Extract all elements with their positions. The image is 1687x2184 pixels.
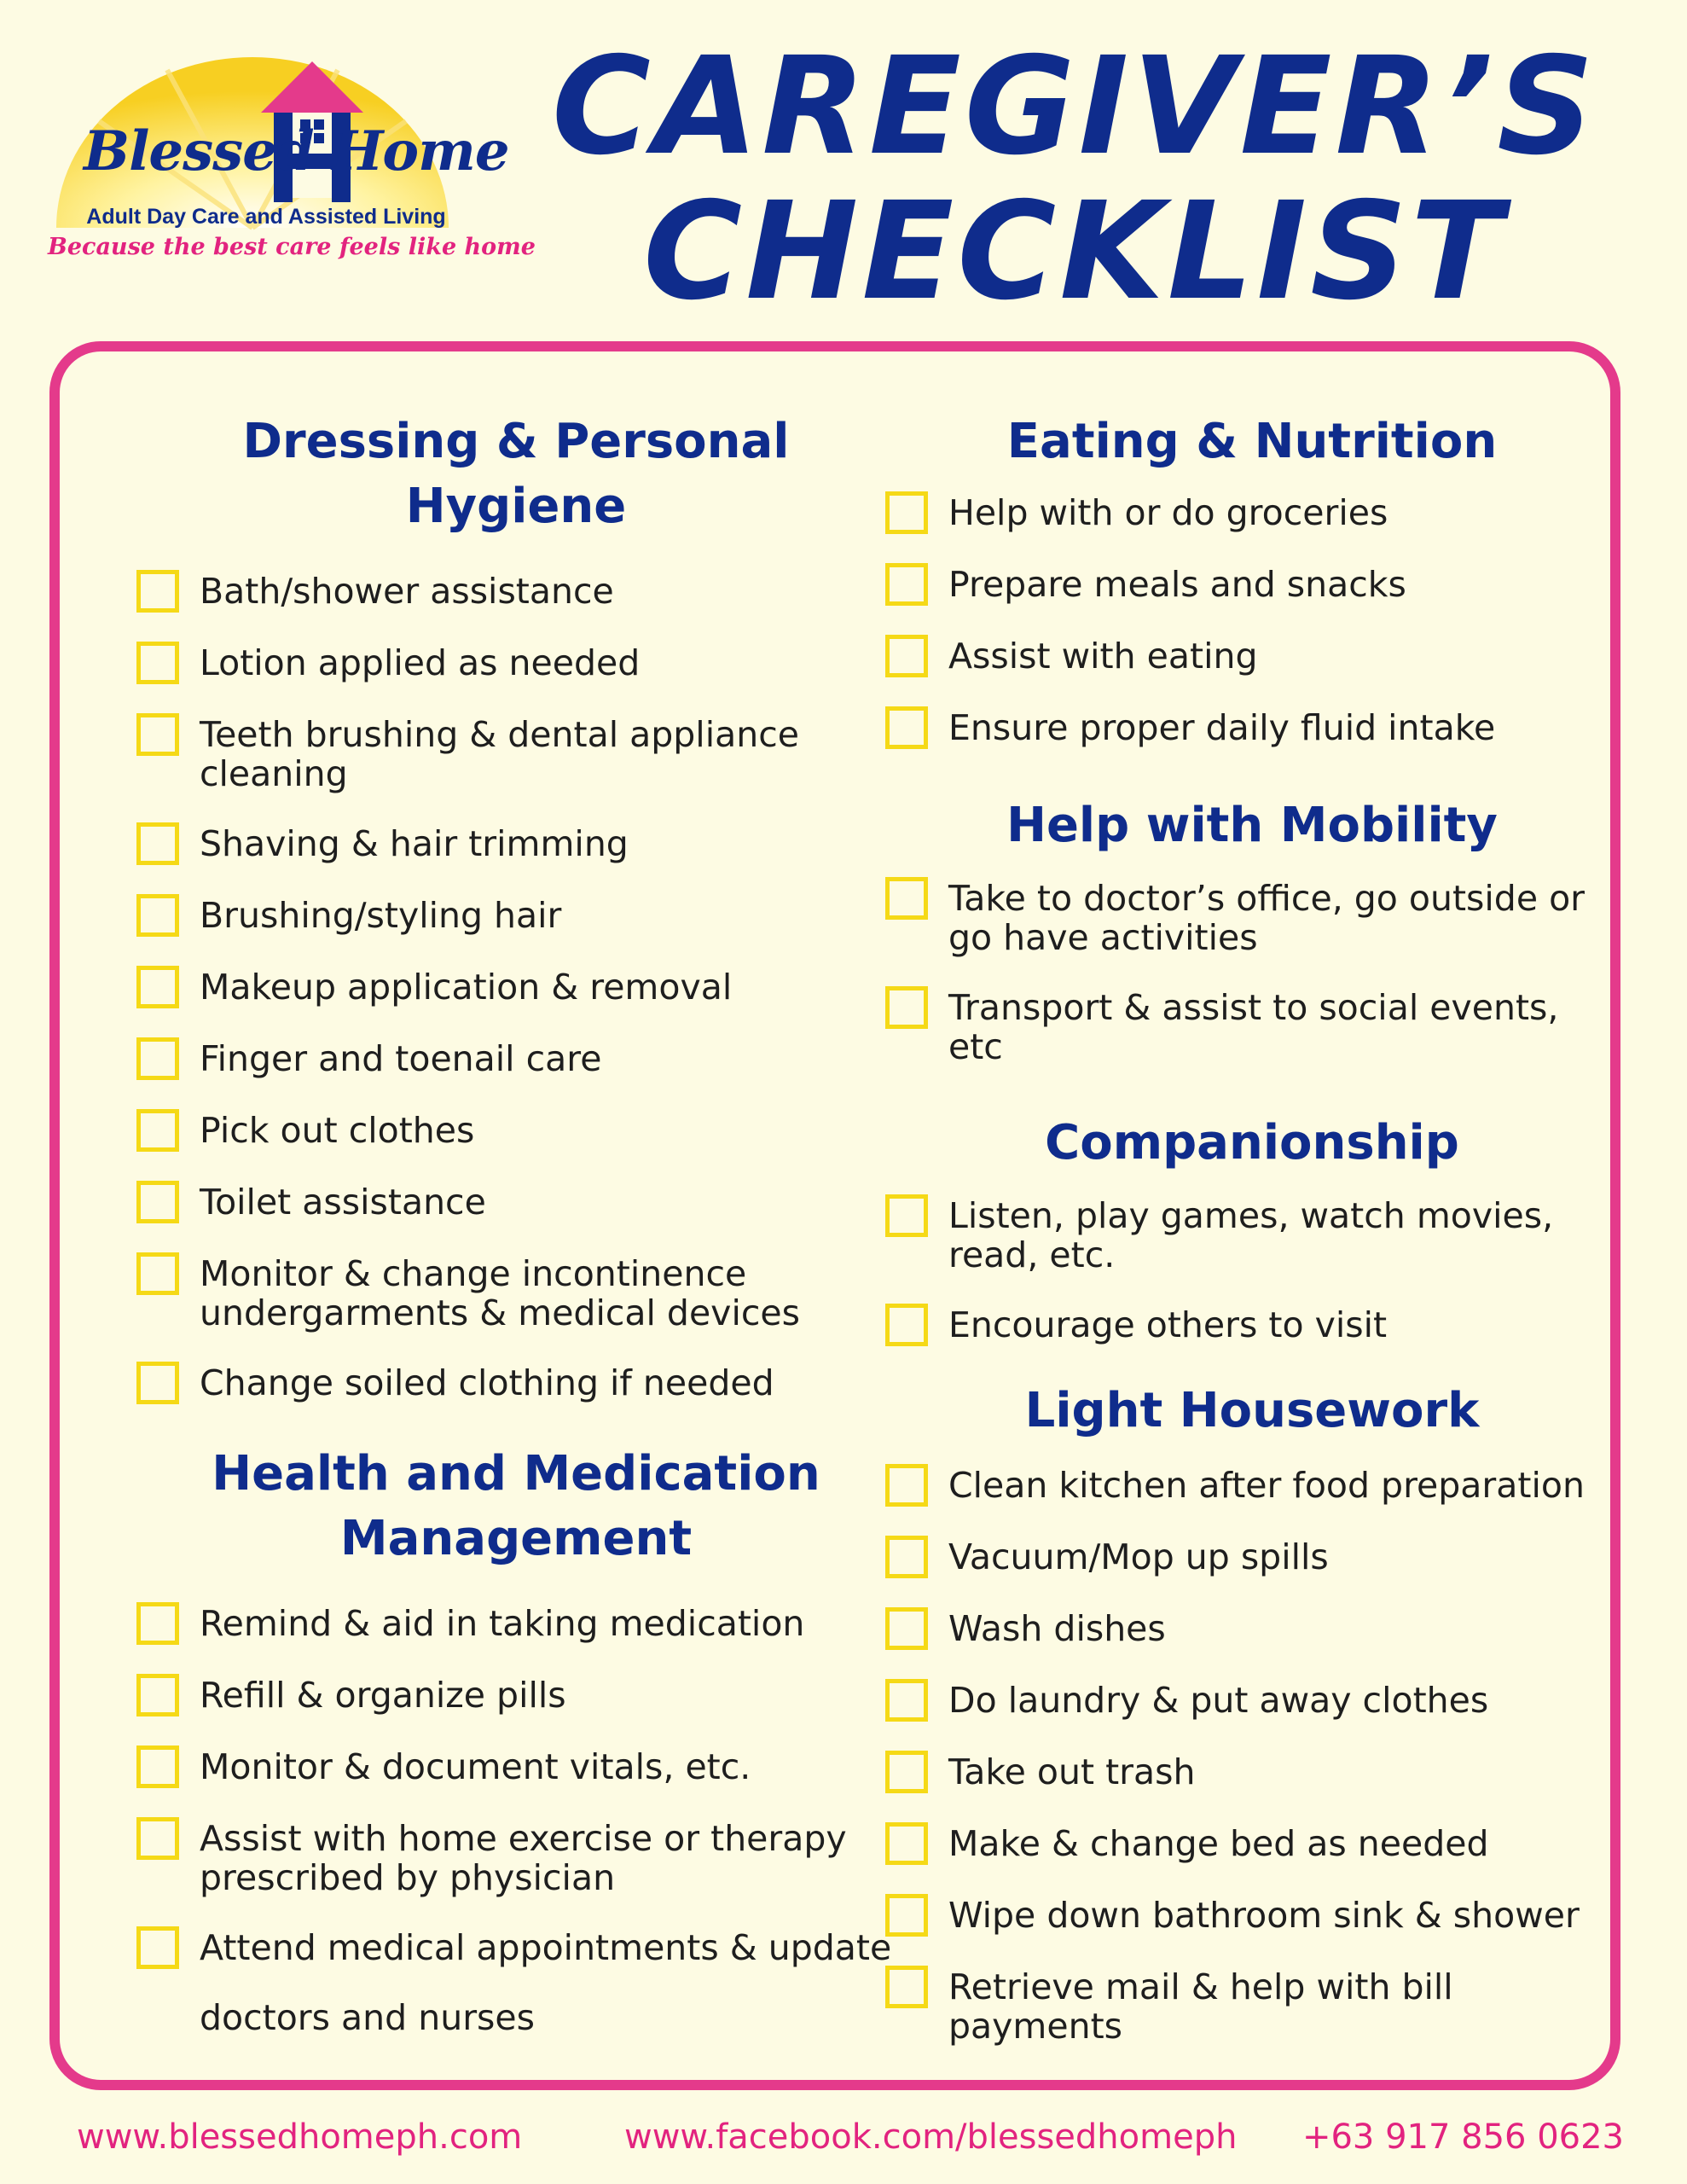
checklist-item [885,708,1619,749]
checklist-item [885,1967,1619,2046]
title-line-2: CHECKLIST [643,173,1506,330]
checklist-item [136,824,896,865]
logo [48,53,536,283]
checkbox[interactable] [136,1602,179,1645]
checklist-item [885,636,1619,677]
checklist-item-label: Teeth brushing & dental appliance cleaning [200,714,799,794]
checklist-item-label: Wipe down bathroom sink & shower [948,1895,1580,1936]
section-heading: Health and Medication Management [212,1446,820,1566]
checklist-item-label: Remind & aid in taking medication [200,1603,805,1644]
left-column [136,410,896,2083]
checklist-item [136,1363,896,1404]
checklist-item [136,1928,896,2053]
checkbox[interactable] [136,570,179,613]
checkbox[interactable] [885,491,928,534]
section-mobility [885,793,1619,1066]
checklist-item-label: Encourage others to visit [948,1304,1388,1345]
checklist-item [885,1305,1619,1346]
checkbox[interactable] [136,1181,179,1223]
checklist-item-label: Lotion applied as needed [200,642,641,683]
checklist-item [136,1182,896,1223]
checklist-item-label: Make & change bed as needed [948,1823,1489,1864]
checkbox[interactable] [136,894,179,937]
checklist-item [136,1747,896,1788]
checkbox[interactable] [885,1679,928,1722]
footer-phone-link[interactable]: +63 917 856 0623 [1301,2117,1624,2157]
logo-subtitle: Adult Day Care and Assisted Living [86,205,446,229]
checklist-item-label: Shaving & hair trimming [200,823,629,864]
checklist-item [136,1039,896,1080]
checklist-item-label: Listen, play games, watch movies, read, etc. [948,1195,1554,1275]
checkbox[interactable] [136,1252,179,1295]
checklist-item-label: Change soiled clothing if needed [200,1362,774,1403]
checkbox[interactable] [136,713,179,756]
checkbox[interactable] [136,822,179,865]
checklist-item [136,572,896,613]
checklist-item-label: Refill & organize pills [200,1675,566,1716]
page-title [478,28,1672,330]
checklist-item [136,1111,896,1152]
footer-facebook-link[interactable]: www.facebook.com/blessedhomeph [624,2117,1238,2157]
checklist-item [885,565,1619,606]
checklist-item-label: Vacuum/Mop up spills [948,1536,1329,1577]
checklist-item-label: Ensure proper daily fluid intake [948,707,1496,748]
section-heading: Help with Mobility [1006,798,1498,853]
section-light-housework [885,1379,1619,2046]
checkbox[interactable] [885,706,928,749]
section-heading: Eating & Nutrition [1006,414,1498,469]
checkbox[interactable] [885,1822,928,1865]
checkbox[interactable] [885,1194,928,1237]
checkbox[interactable] [885,1536,928,1578]
checklist-item [136,1604,896,1645]
checkbox[interactable] [885,1894,928,1937]
checklist [885,493,1619,749]
checklist [885,1466,1619,2046]
checklist-item-label: Pick out clothes [200,1110,475,1151]
section-heading: Companionship [1045,1115,1459,1170]
checklist-item [885,1681,1619,1722]
checklist-item [885,879,1619,957]
checkbox[interactable] [885,986,928,1029]
checklist-item-label: Finger and toenail care [200,1038,602,1079]
logo-tagline: Because the best care feels like home [48,234,536,260]
section-companionship [885,1111,1619,1346]
checklist-item-label: Monitor & document vitals, etc. [200,1746,751,1787]
checklist-item-label: Help with or do groceries [948,492,1388,533]
checklist-item-label: Take to doctor’s office, go outside or go have activities [948,878,1586,958]
checklist-item-label: Brushing/styling hair [200,895,562,936]
checkbox[interactable] [885,563,928,606]
title-line-1: CAREGIVER’S [552,28,1597,185]
right-column [885,410,1619,2077]
checkbox[interactable] [885,1464,928,1507]
checkbox[interactable] [136,1362,179,1404]
checklist [885,1196,1619,1346]
checkbox[interactable] [136,1674,179,1716]
checkbox[interactable] [136,1745,179,1788]
section-dressing-hygiene [136,410,896,1404]
checklist-item [136,1676,896,1716]
section-health-medication [136,1442,896,2053]
footer-website-link[interactable]: www.blessedhomeph.com [77,2117,523,2157]
checkbox[interactable] [136,1037,179,1080]
checkbox[interactable] [885,1751,928,1793]
checklist-item-label: Prepare meals and snacks [948,564,1406,605]
section-heading: Dressing & Personal Hygiene [242,414,790,534]
checklist-item-label: Clean kitchen after food preparation [948,1465,1585,1506]
checklist-item-label: Assist with eating [948,636,1258,677]
checklist-item [885,1609,1619,1650]
checklist-item-label: Transport & assist to social events, etc [948,987,1559,1067]
checklist-item [885,988,1619,1066]
checklist-item [136,1254,896,1333]
checklist-item [885,1196,1619,1275]
checkbox[interactable] [136,1817,179,1860]
checkbox[interactable] [885,1607,928,1650]
checkbox[interactable] [885,1304,928,1346]
section-heading: Light Housework [1024,1383,1480,1438]
checklist-card [49,341,1620,2090]
checklist [885,879,1619,1066]
checklist-item [136,967,896,1008]
checklist [136,572,896,1404]
checklist-item [885,1466,1619,1507]
checklist-item-label: Retrieve mail & help with bill payments [948,1966,1453,2047]
checklist-item-label: Attend medical appointments & update doctors and nurses [200,1927,892,2038]
checkbox[interactable] [136,1109,179,1152]
checklist-item-label: Monitor & change incontinence undergarments & medical devices [200,1253,800,1333]
checklist-item [136,1819,896,1897]
checklist-item [885,1752,1619,1793]
checkbox[interactable] [136,1926,179,1969]
checklist-item-label: Take out trash [948,1751,1196,1792]
checkbox[interactable] [136,642,179,684]
section-eating-nutrition [885,410,1619,749]
checklist-item-label: Bath/shower assistance [200,571,614,612]
checklist-item [136,643,896,684]
checklist-item-label: Toilet assistance [200,1182,486,1223]
checklist-item-label: Do laundry & put away clothes [948,1680,1489,1721]
checkbox[interactable] [885,1966,928,2008]
checklist-item [136,715,896,793]
checkbox[interactable] [885,635,928,677]
checkbox[interactable] [885,877,928,920]
checklist-item [885,493,1619,534]
checklist-item [885,1537,1619,1578]
checklist-item [885,1896,1619,1937]
checkbox[interactable] [136,966,179,1008]
logo-brand-name: Blessed Home [84,119,509,183]
checklist-item-label: Makeup application & removal [200,967,733,1008]
checklist-item-label: Wash dishes [948,1608,1166,1649]
checklist-item-label: Assist with home exercise or therapy prescribed by physician [200,1818,847,1898]
checklist-item [885,1824,1619,1865]
checklist-item [136,896,896,937]
checklist [136,1604,896,2053]
